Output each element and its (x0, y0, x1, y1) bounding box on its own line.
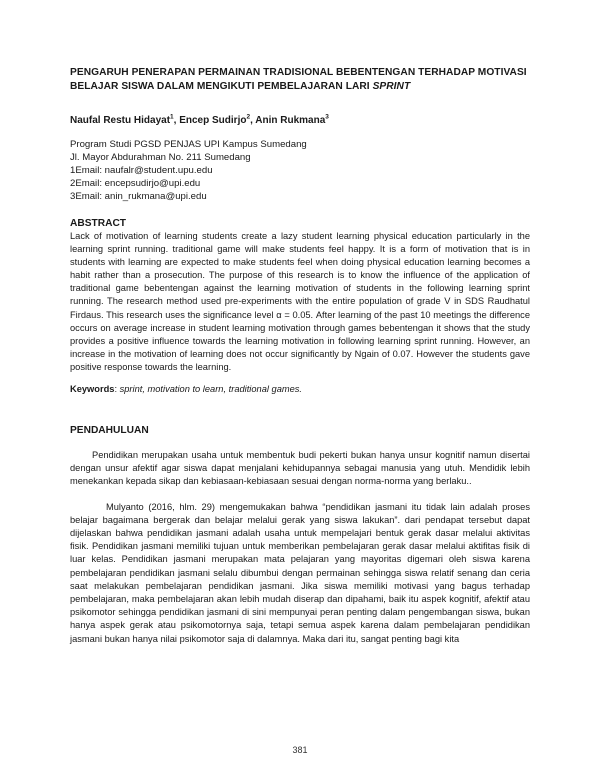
paper-title (70, 66, 530, 94)
abstract-text: Lack of motivation of learning students create a lazy student learning physical education particularly in the learning sprint running. traditional game will make students feel happy. It is a form of motivation that is in students with learning are expected to make students feel when doing physical education learning becomes a habit rather than a prosecution. The purpose of this research is to know the influence of the application of traditional game bebentengan against the learning motivation of students in the following learning sprint running. The research method used pre-experiments with the entire population of grade V in SDS Raudhatul Firdaus. This research uses the significance level α = 0.05. After learning of the past 10 meetings the difference occurs on average increase in student learning motivation through games bebentengan it shows that the study provides a positive influence towards the learning motivation in following learning sprint running. However, an increase in the motivation of learning does not occur significantly by Ngain of 0.07. However the students gave positive response towards the learning. (70, 231, 530, 372)
affiliation-line: Program Studi PGSD PENJAS UPI Kampus Sumedang (70, 139, 307, 150)
keywords-label: Keywords (70, 384, 115, 395)
keywords: Keywords: sprint, motivation to learn, traditional games. (70, 384, 303, 395)
author-name: Encep Sudirjo (179, 115, 247, 126)
author-sup: 1 (170, 113, 174, 121)
body-paragraph: Pendidikan merupakan usaha untuk membentuk budi pekerti bukan hanya unsur kognitif namun disertai dengan unsur afektif agar siswa dapat menjalani kehidupannya sebagai manusia yang utuh. Mendidik lebih menekankan kepada sikap dan kebiasaan-kebiasaan sesuai dengan norma-norma yang berlaku.. (70, 450, 530, 487)
page-number: 381 (292, 745, 308, 755)
author-sup: 2 (246, 113, 251, 121)
title-line-2: BELAJAR SISWA DALAM MENGIKUTI PEMBELAJARAN LARI (70, 81, 370, 92)
author-name: Anin Rukmana (255, 115, 326, 126)
paper-page (70, 66, 530, 646)
email-line: 2Email: encepsudirjo@upi.edu (70, 178, 201, 189)
author-sup: 3 (325, 113, 329, 121)
section-heading: PENDAHULUAN (70, 425, 149, 437)
abstract-heading: ABSTRACT (70, 218, 127, 229)
keywords-text: sprint, motivation to learn, traditional games. (119, 384, 303, 395)
title-italic: SPRINT (372, 81, 411, 92)
affiliation-block (70, 138, 530, 203)
affiliation-line: Jl. Mayor Abdurahman No. 211 Sumedang (70, 152, 251, 163)
email-line: 3Email: anin_rukmana@upi.edu (70, 191, 207, 202)
email-line: 1Email: naufalr@student.upu.edu (70, 165, 213, 176)
author-name: Naufal Restu Hidayat (70, 115, 171, 126)
author-list: Naufal Restu Hidayat$^1$, Encep Sudirjo$^2$, Anin Rukmana$^3$ (70, 113, 329, 126)
title-line-1: PENGARUH PENERAPAN PERMAINAN TRADISIONAL BEBENTENGAN TERHADAP MOTIVASI (70, 67, 527, 78)
body-paragraph: Mulyanto (2016, hlm. 29) mengemukakan bahwa “pendidikan jasmani itu tidak lain adalah proses belajar bagaimana bergerak dan belajar melalui gerak yang siswa lakukan”. dari pendapat tersebut dapat dijelaskan bahwa pendidikan jasmani adalah usaha untuk mempelajari bentuk gerak dasar melalui aktivitas fisik. Pendidikan jasmani memiliki tujuan untuk memberikan pembelajaran gerak dasar melalui aktifitas fisik di luar kelas. Pendidikan jasmani merupakan mata pelajaran yang mayoritas digemari oleh siswa karena pembelajaran pendidikan jasmani selalu dibumbui dengan permainan sehingga siswa relatif senang dan ceria saat melakukan pembelajaran pendidikan jasmani. Jika siswa memiliki motivasi yang bagus terhadap pembelajaran, maka pembelajaran akan lebih mudah diserap dan dipahami, baik itu aspek kognitif, afektif atau psikomotor sehingga pendidikan jasmani di sini mempunyai peran penting dalam pengembangan siswa, bukan hanya aspek gerak atau psikomotornya saja, tetapi semua aspek karena dalam pembelajaran pendidikan jasmani bukan hanya nilai psikomotor saja di dalamnya. Maka dari itu, sangat penting bagi kita (70, 501, 530, 644)
